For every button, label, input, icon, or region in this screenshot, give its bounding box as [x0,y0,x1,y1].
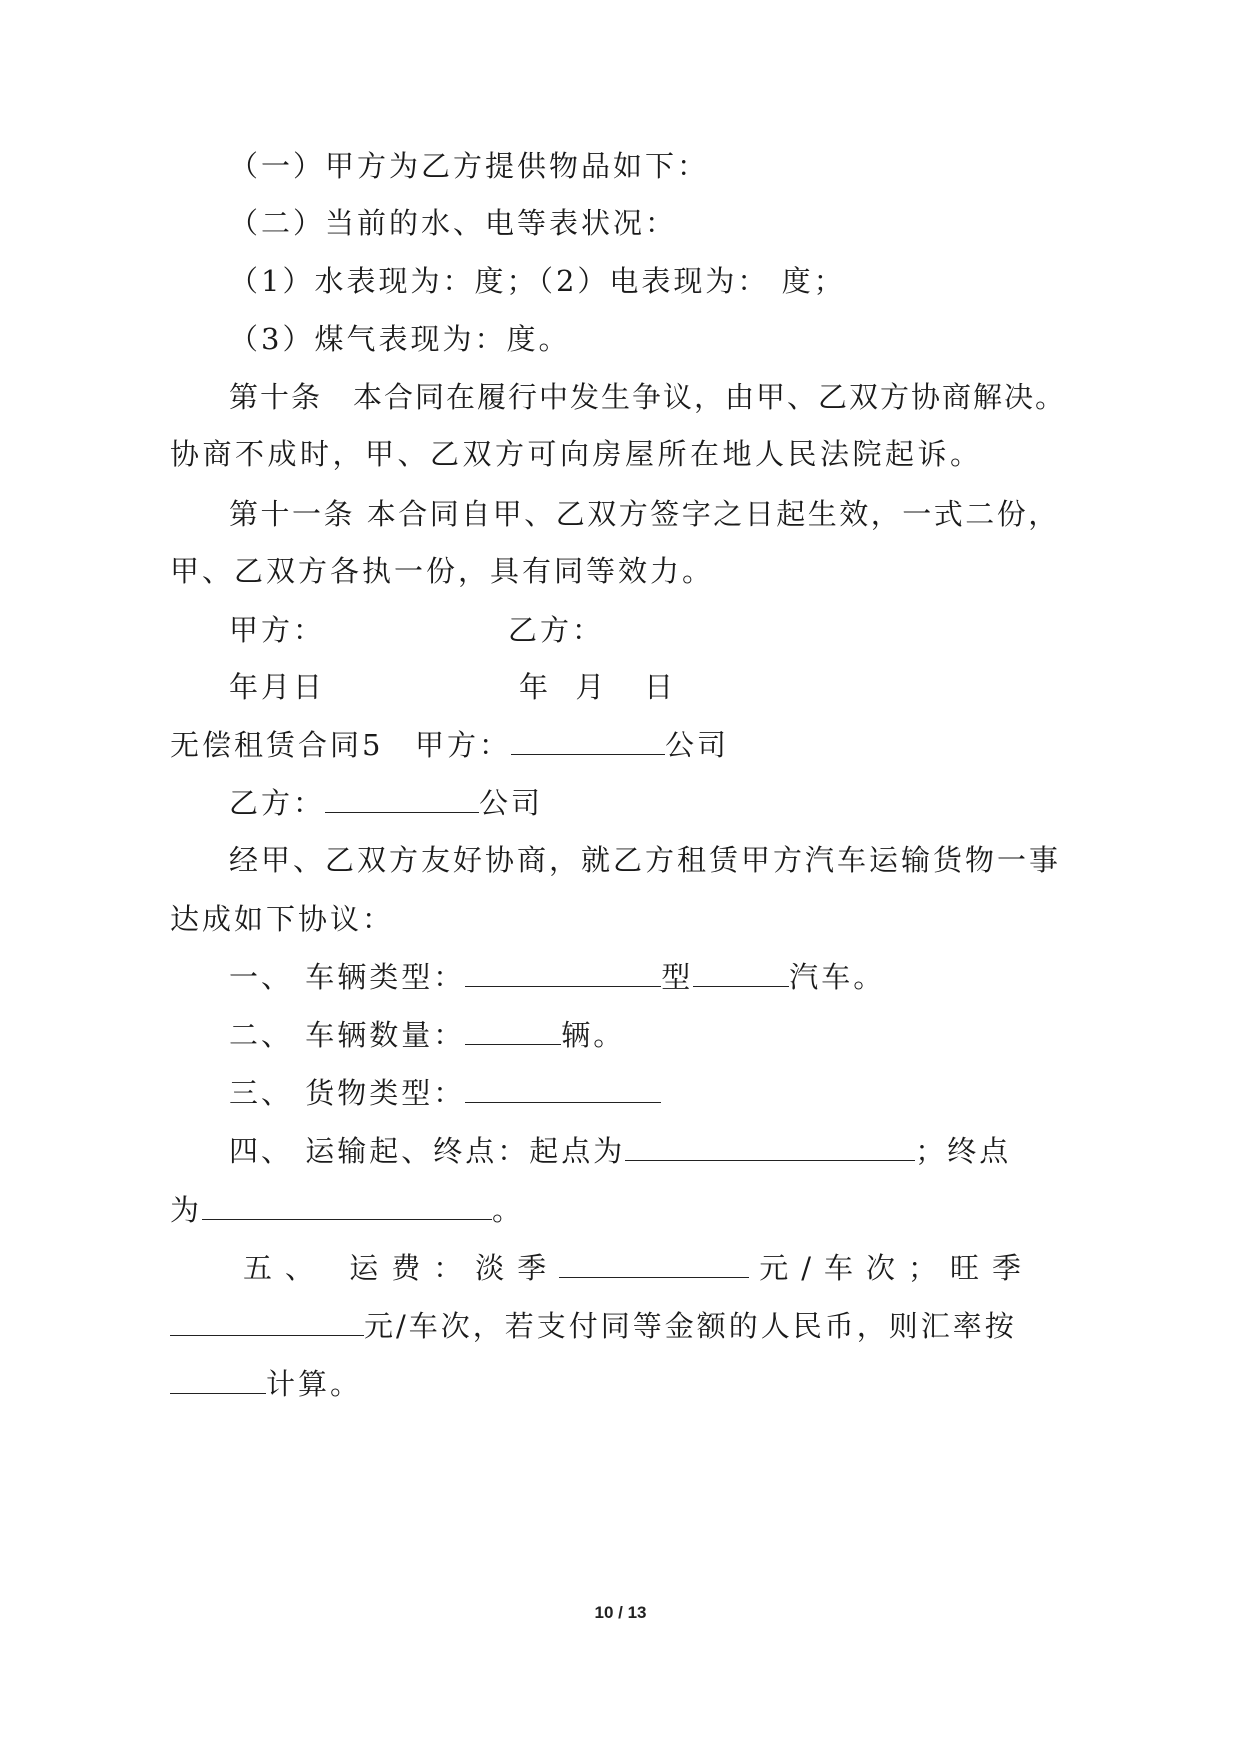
article-eleven-line-2: 甲、乙双方各执一份，具有同等效力。 [170,554,715,588]
clause-vehicle-type [229,957,885,997]
party-a-company-line [415,725,729,765]
destination-prefix: 为 [170,1193,203,1227]
vehicle-type-label: 一、 车辆类型： [229,960,466,994]
off-season-fee-blank [559,1251,749,1278]
model-suffix: 型 [661,960,694,994]
party-a-label: 甲方： [415,728,512,762]
party-b-company-line [229,783,543,823]
party-b-name-blank [325,786,479,813]
company-suffix: 公司 [665,728,730,762]
origin-blank [625,1134,915,1161]
party-b-signature-label: 乙方： [508,613,605,647]
contract-heading: 无偿租赁合同5 [170,728,384,762]
party-a-signature-label: 甲方： [229,613,326,647]
item-one: （一）甲方为乙方提供物品如下： [229,149,710,183]
clause-freight-line-2 [170,1306,1017,1346]
destination-blank [202,1193,492,1220]
clause-route-line-1 [229,1131,1011,1171]
vehicle-count-blank [465,1018,561,1045]
article-ten-line-2: 协商不成时，甲、乙双方可向房屋所在地人民法院起诉。 [170,437,983,471]
clause-freight-line-3 [170,1364,362,1404]
article-eleven-line-1: 第十一条 本合同自甲、乙双方签字之日起生效，一式二份， [229,497,1060,531]
item-two: （二）当前的水、电等表状况： [229,206,678,240]
freight-label: 五、 运费：淡季 [243,1251,560,1285]
cargo-type-label: 三、 货物类型： [229,1076,466,1110]
clause-freight-line-1 [243,1248,1034,1288]
route-label: 四、 运输起、终点：起点为 [229,1134,626,1168]
count-suffix: 辆。 [561,1018,626,1052]
peak-season-label: 元/车次；旺季 [759,1251,1034,1285]
vehicle-model-blank [465,960,661,987]
meter-readings-water-electric: （1）水表现为：度；（2）电表现为： 度； [229,264,846,298]
clause-cargo-type [229,1073,661,1113]
company-suffix: 公司 [479,786,544,820]
party-b-date: 年 月 日 [519,670,677,704]
vehicle-brand-blank [693,960,789,987]
agreement-intro-line-1: 经甲、乙双方友好协商，就乙方租赁甲方汽车运输货物一事 [229,843,1062,877]
cargo-type-blank [465,1076,661,1103]
freight-rate-text: 元/车次，若支付同等金额的人民币，则汇率按 [364,1309,1017,1343]
party-a-date: 年月日 [229,670,326,704]
peak-season-fee-blank [170,1309,364,1336]
meter-reading-gas: （3）煤气表现为：度。 [229,322,571,356]
clause-route-line-2 [170,1190,524,1230]
exchange-rate-blank [170,1367,266,1394]
period: 。 [492,1193,525,1227]
calculate-suffix: 计算。 [266,1367,363,1401]
agreement-intro-line-2: 达成如下协议： [170,902,395,936]
page-number: 10 / 13 [594,1603,647,1622]
article-ten-line-1: 第十条 本合同在履行中发生争议，由甲、乙双方协商解决。 [229,380,1067,414]
vehicle-count-label: 二、 车辆数量： [229,1018,466,1052]
car-suffix: 汽车。 [789,960,886,994]
clause-vehicle-count [229,1015,625,1055]
party-a-name-blank [511,728,665,755]
destination-label: ；终点 [915,1134,1012,1168]
party-b-label: 乙方： [229,786,326,820]
